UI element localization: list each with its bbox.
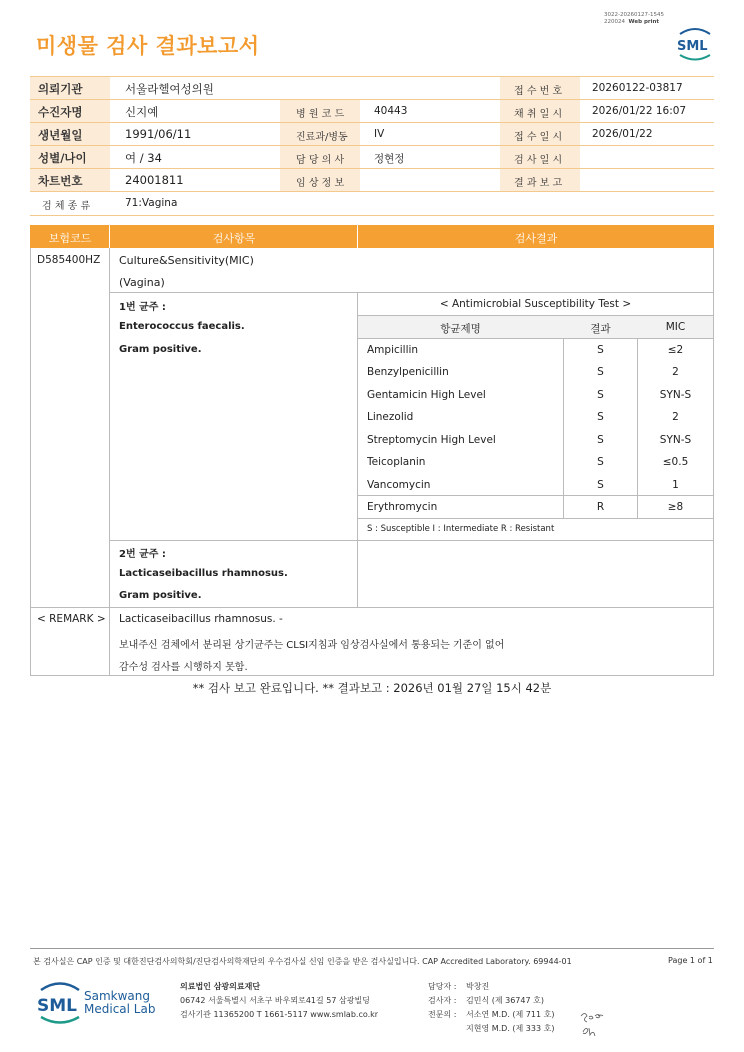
info-label: 접 수 번 호 [514, 86, 563, 97]
ast-mic: ≤0.5 [662, 456, 689, 468]
remark-line: Lacticaseibacillus rhamnosus. - [119, 613, 283, 625]
sml-footer-logo [36, 980, 84, 1030]
info-value: 24001811 [125, 173, 184, 187]
info-label: 담 당 의 사 [296, 155, 345, 166]
staff-role: 담당자 : [428, 982, 457, 991]
header-item: 검사항목 [212, 232, 256, 245]
info-value: 2026/01/22 [592, 128, 653, 140]
info-label: 수진자명 [38, 105, 83, 119]
print-code-line2a: 220024 [604, 18, 625, 25]
specimen-label: 검 체 종 류 [42, 201, 91, 212]
header-result: 검사결과 [514, 232, 558, 245]
info-value: IV [374, 128, 385, 140]
ast-drug: Ampicillin [367, 344, 419, 356]
foundation-contact: 검사기관 11365200 T 1661-5117 www.smlab.co.kr [180, 1010, 379, 1019]
cap-certification: 본 검사실은 CAP 인증 및 대한진단검사의학회/진단검사의학재단의 우수검사실 신임 인증을 받은 검사실입니다. CAP Accredited Laboratory. 69944-01 [33, 957, 572, 966]
remark-line: 감수성 검사를 시행하지 못함. [119, 662, 248, 673]
ast-result: S [597, 366, 604, 378]
ast-mic: 2 [672, 366, 679, 378]
sml-footer-logo-text: SML [37, 996, 77, 1016]
info-label: 채 취 일 시 [514, 109, 563, 120]
info-label: 병 원 코 드 [296, 109, 345, 120]
signature [577, 1008, 609, 1044]
info-row [30, 99, 714, 123]
staff-role: 전문의 : [428, 1010, 457, 1019]
info-label: 결 과 보 고 [514, 178, 563, 189]
test-specimen: (Vagina) [119, 276, 165, 289]
ast-drug: Erythromycin [367, 501, 438, 513]
info-value: 신지예 [125, 105, 159, 119]
ast-result: S [597, 434, 604, 446]
ast-result: S [597, 411, 604, 423]
info-value: 2026/01/22 16:07 [592, 105, 687, 117]
insurance-code: D585400HZ [37, 254, 101, 266]
info-row [30, 76, 714, 100]
foundation-name: 의료법인 삼광의료재단 [180, 982, 261, 991]
info-label: 성별/나이 [38, 151, 87, 165]
header-code: 보험코드 [48, 232, 92, 245]
result-table [30, 248, 714, 676]
info-value: 서울라헬여성의원 [125, 82, 214, 96]
ast-header-result: 결과 [590, 323, 611, 335]
result-table-header [30, 225, 714, 248]
ast-mic: ≥8 [667, 501, 684, 513]
foundation-address: 06742 서울특별시 서초구 바우뫼로41길 57 삼광빌딩 [180, 996, 370, 1005]
info-value: 40443 [374, 105, 408, 117]
organism1-label: 1번 균주 : [119, 302, 166, 313]
brand-name [84, 990, 155, 1016]
ast-drug: Vancomycin [367, 479, 431, 491]
completion-note: ** 검사 보고 완료입니다. ** 결과보고 : 2026년 01월 27일 15시 42분 [192, 681, 552, 695]
sml-logo-text: SML [677, 39, 708, 54]
ast-mic: 2 [672, 411, 679, 423]
ast-drug: Linezolid [367, 411, 414, 423]
info-value: 정현정 [374, 153, 405, 165]
ast-result: S [597, 456, 604, 468]
sml-logo [676, 26, 714, 66]
specimen-value: 71:Vagina [125, 197, 178, 209]
ast-result: S [597, 479, 604, 491]
page-number: Page 1 of 1 [668, 956, 713, 965]
brand-line2: Medical Lab [84, 1002, 156, 1016]
organism1-gram: Gram positive. [119, 344, 202, 355]
ast-header-drug: 항균제명 [440, 323, 481, 335]
info-row [30, 168, 714, 192]
ast-mic: SYN-S [659, 389, 692, 401]
print-code-line2b: Web print [628, 18, 660, 25]
ast-mic: SYN-S [659, 434, 692, 446]
test-name: Culture&Sensitivity(MIC) [119, 254, 254, 267]
remark-label: < REMARK > [37, 613, 106, 625]
ast-result: S [597, 344, 604, 356]
staff-name: 지현영 M.D. (제 333 호) [466, 1024, 555, 1033]
info-value: 20260122-03817 [592, 82, 683, 94]
staff-list [428, 980, 554, 1036]
page-title: 미생물 검사 결과보고서 [36, 34, 260, 58]
remark-line: 보내주신 검체에서 분리된 상기균주는 CLSI지침과 임상검사실에서 통용되는 기준이 없어 [119, 640, 505, 651]
info-value: 1991/06/11 [125, 127, 192, 141]
info-label: 생년월일 [38, 128, 83, 142]
info-row [30, 122, 714, 146]
info-label: 접 수 일 시 [514, 132, 563, 143]
ast-drug: Gentamicin High Level [367, 389, 486, 401]
brand-line1: Samkwang [84, 989, 150, 1003]
staff-name: 김민식 (제 36747 호) [466, 996, 544, 1005]
ast-drug: Streptomycin High Level [367, 434, 496, 446]
ast-result: R [596, 501, 605, 513]
print-code [604, 12, 664, 25]
info-value: 여 / 34 [125, 151, 162, 165]
staff-name: 박창진 [466, 982, 490, 991]
info-row-specimen [30, 191, 714, 216]
info-label: 진료과/병동 [296, 132, 348, 143]
ast-header-mic: MIC [665, 321, 686, 333]
print-code-line1: 3022-20260127-1545 [604, 12, 664, 18]
organism2-gram: Gram positive. [119, 590, 202, 601]
foundation-info [180, 980, 378, 1022]
ast-drug: Benzylpenicillin [367, 366, 449, 378]
ast-legend: S : Susceptible I : Intermediate R : Resistant [367, 524, 555, 534]
info-row [30, 145, 714, 169]
organism2-name: Lacticaseibacillus rhamnosus. [119, 568, 288, 579]
ast-drug: Teicoplanin [367, 456, 426, 468]
info-label: 검 사 일 시 [514, 155, 563, 166]
organism2-label: 2번 균주 : [119, 549, 166, 560]
info-label: 임 상 정 보 [296, 178, 345, 189]
ast-mic: 1 [672, 479, 679, 491]
ast-title: < Antimicrobial Susceptibility Test > [439, 298, 632, 310]
info-label: 의뢰기관 [38, 82, 83, 96]
ast-result: S [597, 389, 604, 401]
ast-mic: ≤2 [667, 344, 684, 356]
staff-role: 검사자 : [428, 996, 457, 1005]
staff-name: 서소연 M.D. (제 711 호) [466, 1010, 555, 1019]
info-label: 차트번호 [38, 174, 83, 188]
organism1-name: Enterococcus faecalis. [119, 321, 245, 332]
